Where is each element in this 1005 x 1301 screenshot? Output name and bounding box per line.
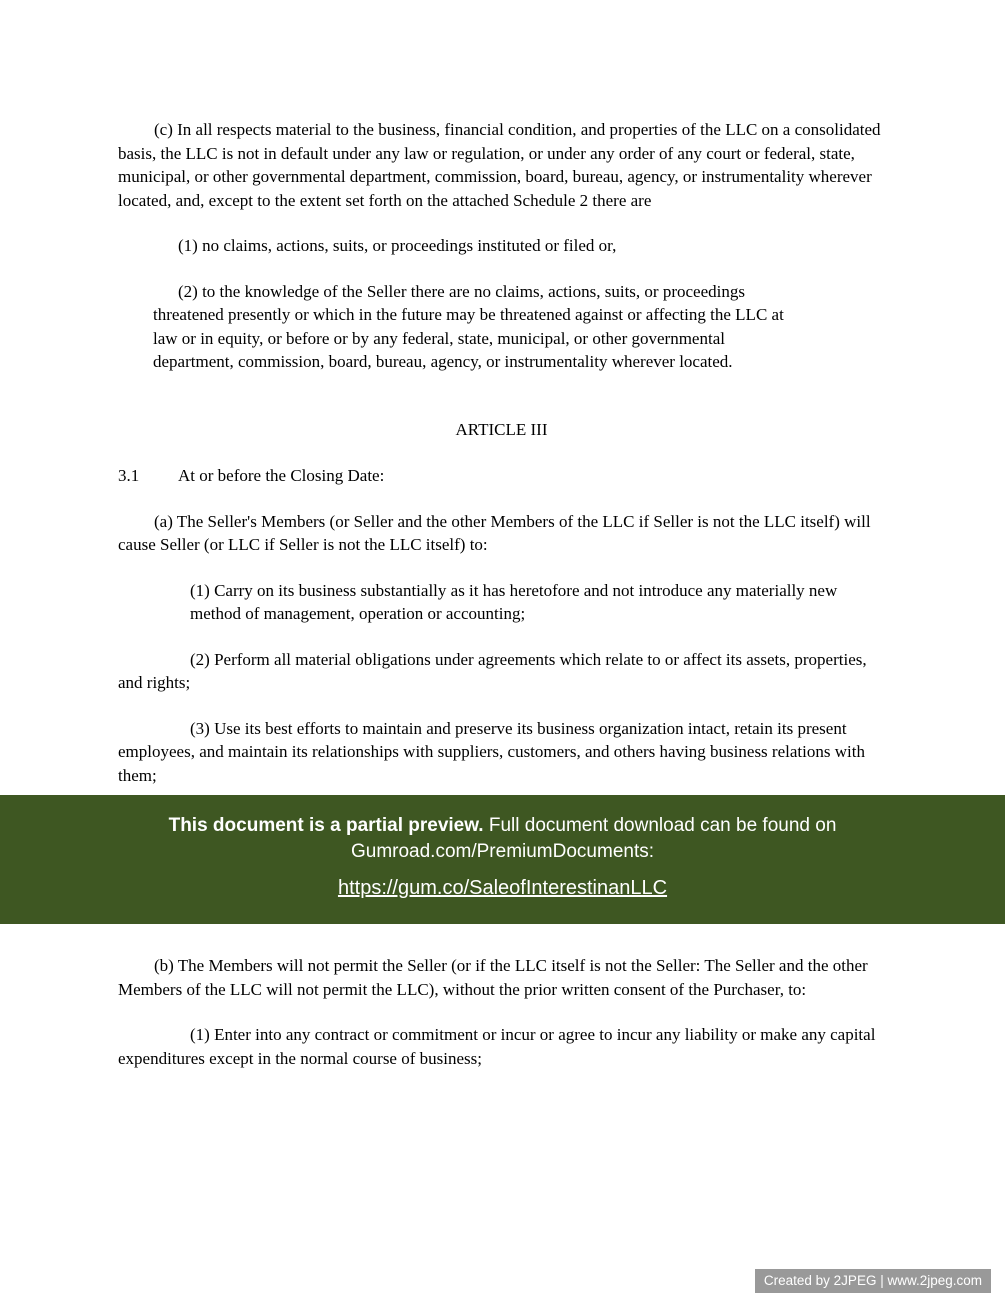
paragraph-c: (c) In all respects material to the business, financial condition, and properties of the LLC on a consolidated basis, the LLC is not in default under any law or regulation, or under any order of any court or federal, state, municipal, or other governmental department, commission, board, bureau, agency, or instrumentality wherever located, and, except to the extent set forth on the attached Schedule 2 there are [118, 120, 881, 210]
gumroad-link[interactable]: https://gum.co/SaleofInterestinanLLC [337, 877, 668, 899]
paragraph-b: (b) The Members will not permit the Seller (or if the LLC itself is not the Seller: The Seller and the other Members of the LLC will not permit the LLC), without the prior written consent of the Purchaser, to: [118, 956, 868, 999]
a-item-3: (3) Use its best efforts to maintain and preserve its business organization intact, retain its present employees, and maintain its relationships with suppliers, customers, and others having business relations with them; [118, 718, 865, 785]
section-number: 3.1 [118, 466, 140, 485]
a-item-1: (1) Carry on its business substantially as it has heretofore and not introduce any materially new method of management, operation or accounting; [190, 580, 838, 623]
preview-banner-text [40, 813, 965, 839]
document-body-bottom [0, 924, 1005, 1070]
clause-2: (2) to the knowledge of the Seller there are no claims, actions, suits, or proceedings threatened presently or which in the future may be threatened against or affecting the LLC at law or in equity, or before or by any federal, state, municipal, or other governmental department, commission, board, bureau, agency, or instrumentality wherever located. [153, 281, 784, 371]
section-title: At or before the Closing Date: [178, 466, 385, 485]
a-item-2: (2) Perform all material obligations under agreements which relate to or affect its assets, properties, and rights; [118, 649, 867, 692]
preview-banner-rest-text: Full document download can be found on [483, 815, 837, 836]
preview-banner-bold-text: This document is a partial preview. [168, 815, 484, 836]
article-heading: ARTICLE III [455, 419, 548, 439]
preview-banner-line2: Gumroad.com/PremiumDocuments: [350, 841, 655, 862]
preview-banner [0, 795, 1005, 924]
clause-1: (1) no claims, actions, suits, or proceedings instituted or filed or, [178, 236, 617, 255]
b-item-1: (1) Enter into any contract or commitment or incur or agree to incur any liability or make any capital expenditures except in the normal course of business; [118, 1025, 876, 1068]
paragraph-a: (a) The Seller's Members (or Seller and the other Members of the LLC if Seller is not the LLC itself) will cause Seller (or LLC if Seller is not the LLC itself) to: [118, 511, 871, 554]
section-3-1 [118, 464, 885, 488]
watermark: Created by 2JPEG | www.2jpeg.com [755, 1269, 991, 1293]
